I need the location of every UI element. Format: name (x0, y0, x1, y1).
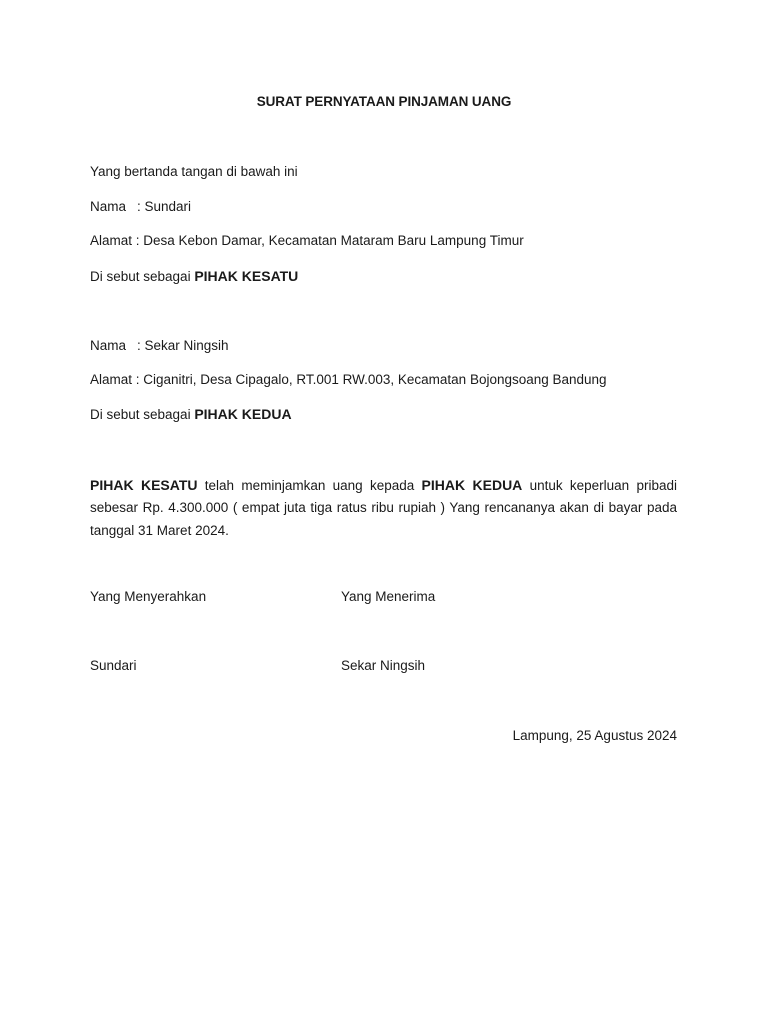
place-date: Lampung, 25 Agustus 2024 (512, 728, 677, 743)
receiver-name: Sekar Ningsih (341, 658, 426, 673)
first-party-address: Alamat : Desa Kebon Damar, Kecamatan Mataram Baru Lampung Timur (90, 233, 524, 248)
first-party-role-line (90, 267, 298, 286)
second-party-role-line (90, 405, 292, 424)
statement-text2: untuk keperluan pribadi sebesar Rp. 4.300.000 ( empat juta tiga ratus ribu rupiah ) Yang rencananya akan di bayar pada tanggal 31 Maret 2024. (90, 478, 677, 538)
second-party-address: Alamat : Ciganitri, Desa Cipagalo, RT.001 RW.003, Kecamatan Bojongsoang Bandung (90, 372, 607, 387)
first-party-name-line (90, 198, 191, 216)
intro-text: Yang bertanda tangan di bawah ini (90, 164, 298, 179)
first-party-name-label: Nama (90, 199, 127, 214)
receiver-label: Yang Menerima (341, 589, 436, 604)
second-party-role-prefix: Di sebut sebagai (90, 407, 195, 422)
statement-party2: PIHAK KEDUA (421, 477, 523, 493)
giver-name: Sundari (90, 658, 137, 673)
giver-label: Yang Menyerahkan (90, 589, 207, 604)
first-party-role-prefix: Di sebut sebagai (90, 269, 195, 284)
statement-paragraph (90, 474, 677, 542)
second-party-name-line (90, 337, 229, 355)
document-title: SURAT PERNYATAAN PINJAMAN UANG (256, 94, 512, 109)
first-party-name-value: : Sundari (137, 199, 192, 214)
second-party-name-label: Nama (90, 338, 127, 353)
statement-text1: telah meminjamkan uang kepada (197, 478, 422, 493)
first-party-role-name: PIHAK KESATU (194, 268, 299, 284)
statement-party1: PIHAK KESATU (90, 477, 198, 493)
second-party-role-name: PIHAK KEDUA (194, 406, 292, 422)
second-party-name-value: : Sekar Ningsih (137, 338, 229, 353)
